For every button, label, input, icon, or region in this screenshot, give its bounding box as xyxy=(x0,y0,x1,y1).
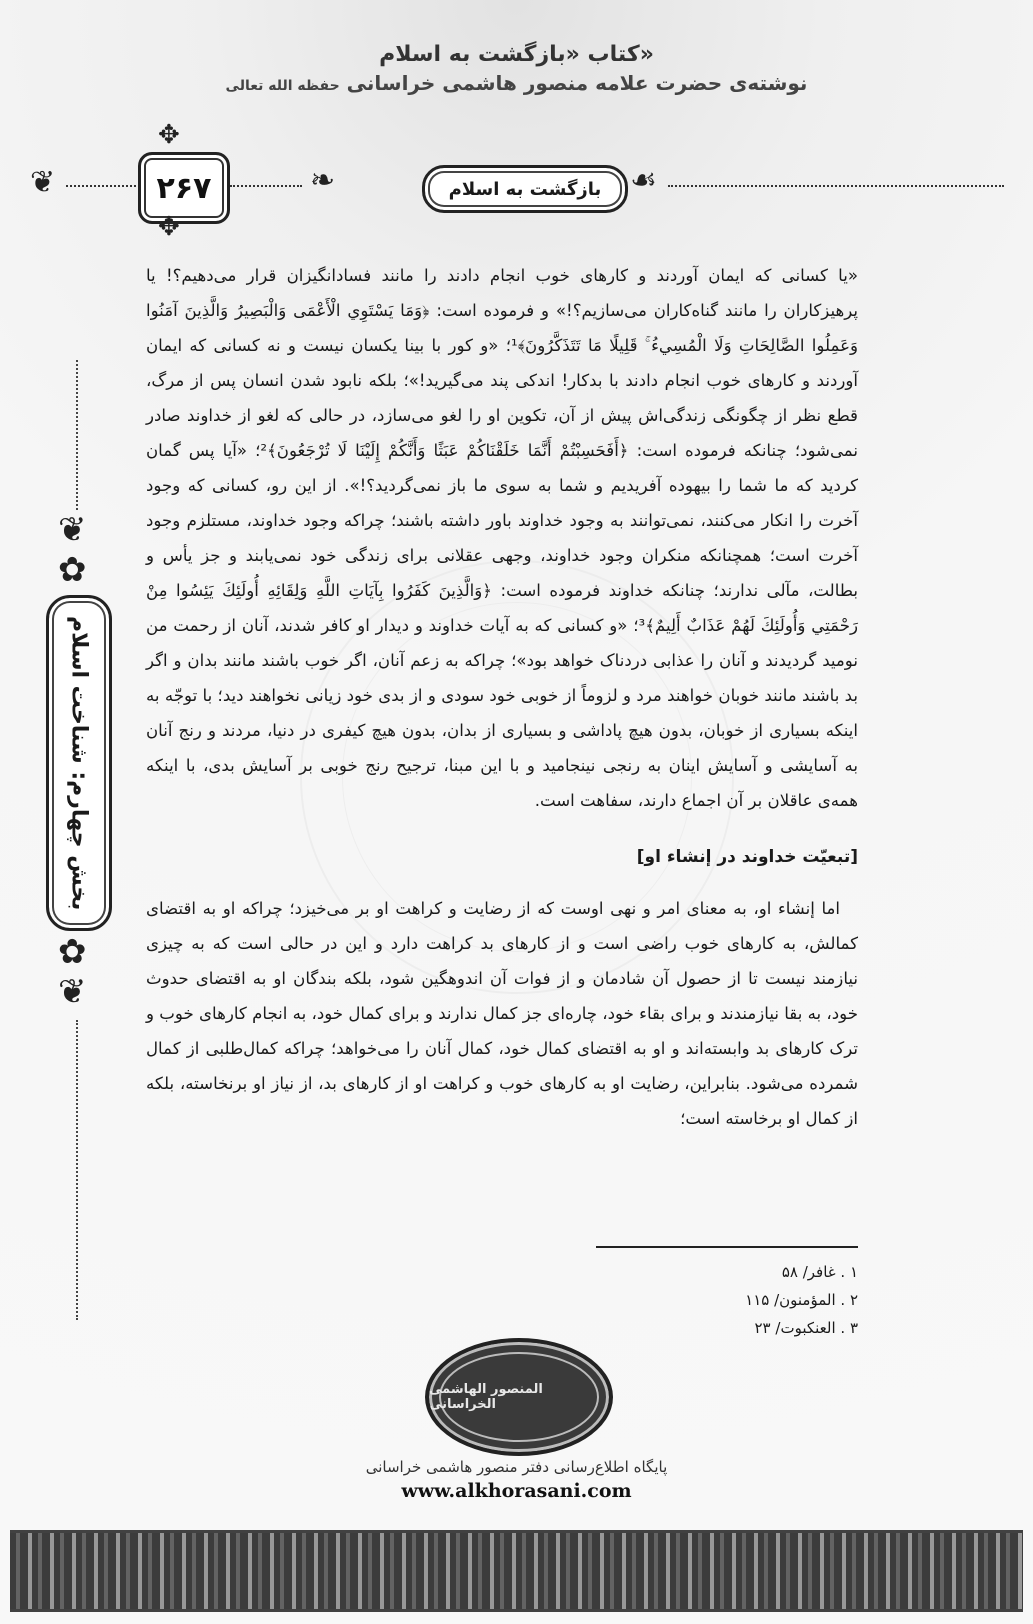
footnote-1: ۱ . غافر/ ۵۸ xyxy=(781,1263,858,1281)
side-ornament-bottom-icon: ❦ xyxy=(58,972,87,1012)
ornament-left-icon: ❦ xyxy=(30,165,56,200)
section-label-frame xyxy=(46,595,112,931)
side-flower-bottom-icon: ✿ xyxy=(58,932,87,972)
footer-url[interactable]: www.alkhorasani.com xyxy=(401,1480,632,1502)
header-divider-left xyxy=(66,185,136,187)
section-heading: [تبعیّت خداوند در إنشاء او] xyxy=(636,847,858,867)
footer-site-name: پایگاه اطلاع‌رسانی دفتر منصور هاشمی خراسانی xyxy=(365,1458,668,1476)
title-ornament-left-icon: ❧ xyxy=(310,163,336,198)
footnote-3: ۳ . العنکبوت/ ۲۳ xyxy=(754,1319,858,1337)
page-number-frame xyxy=(138,152,230,224)
page-frame-bottom-ornament-icon: ✥ xyxy=(158,212,180,242)
header-divider-right xyxy=(668,185,1004,187)
seal-calligraphy: المنصور الهاشمی الخراسانی xyxy=(429,1382,543,1412)
author-honorific: حفظه الله تعالی xyxy=(225,78,340,94)
decorative-bottom-border xyxy=(10,1530,1023,1612)
side-divider-bottom xyxy=(76,1020,78,1320)
chapter-title: بازگشت به اسلام xyxy=(448,178,602,200)
header-divider-mid-left xyxy=(230,185,302,187)
footnote-rule xyxy=(596,1246,858,1248)
book-header xyxy=(0,42,1033,95)
body-paragraph-1: «یا کسانی که ایمان آوردند و کارهای خوب انجام دادند را مانند فسادانگیزان قرار می‌دهیم؟! یا پرهیزکاران را مانند گناه‌کاران می‌سازیم؟!» و فرموده است: ﴿وَمَا يَسْتَوِي الْأَعْمَى وَالْبَصِيرُ وَالَّذِينَ آمَنُوا وَعَمِلُوا الصَّالِحَاتِ وَلَا الْمُسِيءُ ۚ قَلِيلًا مَا تَتَذَكَّرُونَ﴾¹؛ «و کور با بینا یکسان نیست و نه کسانی که ایمان آوردند و کارهای خوب انجام دادند با بدکار! اندکی پند می‌گیرید!»؛ بلکه نابود شدن انسان پس از مرگ، قطع نظر از چگونگی زندگی‌اش پیش از آن، تکوین او را لغو می‌سازد، در حالی که لغو از خداوند صادر نمی‌شود؛ چنانکه فرموده است: ﴿أَفَحَسِبْتُمْ أَنَّمَا خَلَقْنَاكُمْ عَبَثًا وَأَنَّكُمْ إِلَيْنَا لَا تُرْجَعُونَ﴾²؛ «آیا پس گمان کردید که ما شما را بیهوده آفریدیم و شما به سوی ما باز نمی‌گردید؟!». از این رو، کسانی که وجود آخرت را انکار می‌کنند، نمی‌توانند به وجود خداوند باور داشته باشند؛ چراکه وجود خداوند، مستلزم وجود آخرت است؛ همچنانکه منکران وجود خداوند، وجهی عقلانی برای زندگی خود نمی‌یابند و جز یأس و بطالت، مآلی ندارند؛ چنانکه خداوند فرموده است: ﴿وَالَّذِينَ كَفَرُوا بِآيَاتِ اللَّهِ وَلِقَائِهِ أُولَئِكَ يَئِسُوا مِنْ رَحْمَتِي وَأُولَئِكَ لَهُمْ عَذَابٌ أَلِيمٌ﴾³؛ «و کسانی که به آیات خداوند و دیدار او کافر شدند، آنان از رحمت من نومید گردیدند و آنان را عذابی دردناک خواهد بود»؛ چراکه به زعم آنان، اگر خوب باشند مانند بدان و اگر بد باشند مانند خوبان خواهند مرد و لزوماً از خوبی خود سودی و از بدی خود زیانی نخواهند دید؛ با توجّه به اینکه بسیاری از خوبان، بدون هیچ پاداشی و بسیاری از بدان، بدون هیچ کیفری در دنیا، مردند و رنج آنان به آسایشی و آسایش اینان به رنجی نینجامید و با این مبنا، ترجیح رنج خوبی بر آسایش بدی، با اینکه همه‌ی عاقلان بر آن اجماع دارند، سفاهت است. xyxy=(146,266,858,810)
side-divider-top xyxy=(76,360,78,510)
footnote-2: ۲ . المؤمنون/ ۱۱۵ xyxy=(745,1291,858,1309)
author-name: نوشته‌ی حضرت علامه منصور هاشمی خراسانی xyxy=(346,71,808,95)
seal-logo xyxy=(425,1338,613,1456)
page-number: ۲۶۷ xyxy=(156,170,212,206)
book-title: کتاب «بازگشت به اسلام» xyxy=(379,42,654,67)
footnotes xyxy=(596,1258,858,1342)
body-paragraph-2: اما إنشاء او، به معنای امر و نهی اوست که از رضایت و کراهت او بر می‌خیزد؛ چراکه او به اقتضای کمالش، به کارهای خوب راضی است و از کارهای بد کراهت دارد و این در حالی است که به چیزی نیازمند نیست تا از حصول آن شادمان و از فوات آن اندوهگین شود، بلکه بندگان او به اقتضای حدوث خود، به بقا نیازمندند و برای بقاء خود، چاره‌ای جز کمال ندارند و برای کمال خود، به انجام کارهای خوب و ترک کارهای بد وابسته‌اند و او به اقتضای کمال خود، کمال آنان را می‌خواهد؛ چراکه کمال‌طلبی از کمال شمرده می‌شود. بنابراین، رضایت او به کارهای خوب و کراهت او از کارهای بد، از نیاز او برنخاسته، بلکه از کمال او برخاسته است؛ xyxy=(146,899,858,1128)
chapter-title-frame xyxy=(422,165,628,213)
section-label: بخش چهارم: شناخت اسلام xyxy=(66,615,92,911)
page-frame-top-ornament-icon: ✥ xyxy=(158,120,180,150)
side-ornament-top-icon: ❦ xyxy=(58,510,87,550)
side-band xyxy=(36,360,120,1330)
page-header-band xyxy=(30,120,1005,242)
side-flower-top-icon: ✿ xyxy=(58,550,87,590)
main-text xyxy=(146,258,858,1136)
title-ornament-right-icon: ☙ xyxy=(630,163,657,198)
book-author xyxy=(0,71,1033,95)
